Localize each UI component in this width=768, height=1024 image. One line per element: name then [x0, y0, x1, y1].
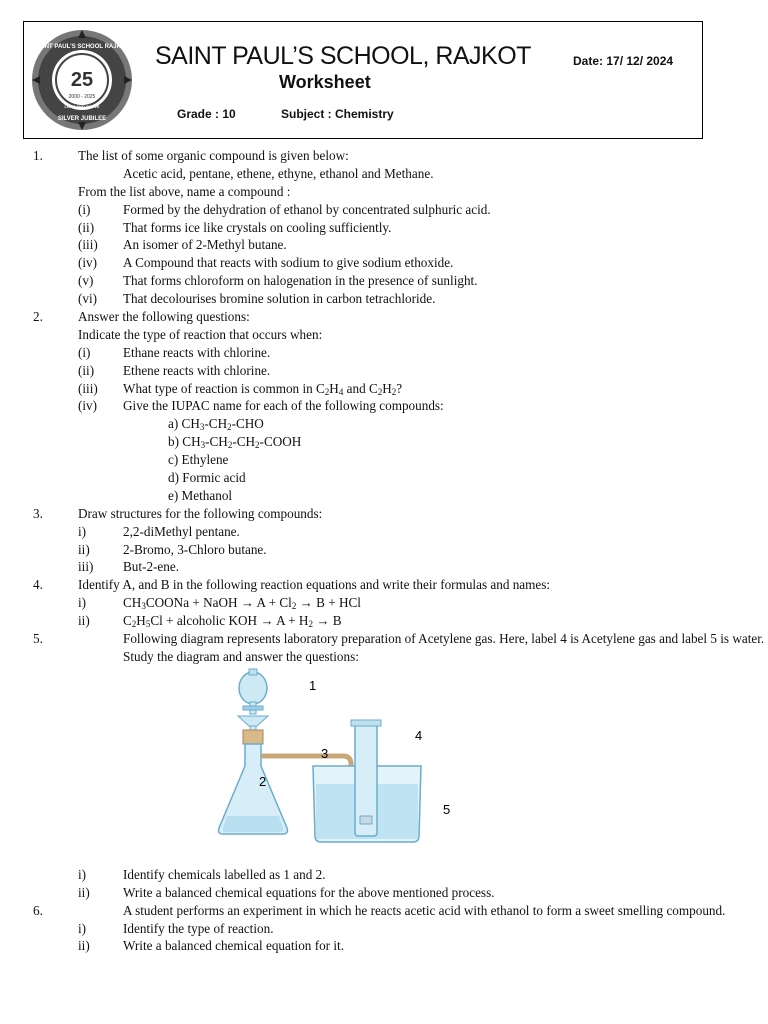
subscript: 2: [227, 422, 232, 433]
text-part: H: [382, 380, 392, 396]
diagram-label-1: 1: [309, 677, 317, 693]
compound-name: c) Ethylene: [168, 452, 229, 468]
cork-stopper: [243, 730, 263, 744]
question-prompt: [33, 183, 733, 201]
school-name: SAINT PAUL’S SCHOOL, RAJKOT: [155, 42, 531, 70]
sub-question: [33, 541, 733, 559]
sub-label: (ii): [78, 362, 95, 378]
compound-item: [33, 487, 733, 505]
question-text: Draw structures for the following compounds:: [78, 505, 323, 521]
sub-label: ii): [78, 613, 90, 629]
sub-question: [33, 201, 733, 219]
subscript: 2: [377, 386, 383, 397]
subject-label: Subject : Chemistry: [281, 107, 394, 121]
sub-question: [33, 254, 733, 272]
acetylene-apparatus-diagram: [33, 666, 733, 866]
equation-item: [33, 612, 733, 630]
sub-label: ii): [78, 541, 90, 557]
compound-item: [33, 433, 733, 451]
sub-label: (v): [78, 273, 94, 289]
question-text: Following diagram represents laboratory preparation of Acetylene gas. Here, label 4 is Acetylene gas and label 5 is water. Study the diagram and answer the questions:: [123, 631, 765, 664]
sub-question: [33, 272, 733, 290]
subscript: 2: [131, 619, 137, 630]
question-text: Answer the following questions:: [78, 309, 250, 325]
sub-question: [33, 219, 733, 237]
text-part: -COOH: [259, 434, 302, 450]
sub-label: ii): [78, 884, 90, 900]
question-number: 5.: [33, 631, 43, 647]
sub-text: 2,2-diMethyl pentane.: [123, 523, 240, 539]
text-part: -CH: [204, 416, 228, 432]
subscript: 2: [391, 386, 397, 397]
sub-question: [33, 380, 733, 398]
sub-question: [33, 523, 733, 541]
sub-text: Give the IUPAC name for each of the following compounds:: [123, 398, 444, 414]
sub-label: (i): [78, 201, 91, 217]
text-part: → B: [312, 613, 342, 629]
sub-text: Ethane reacts with chlorine.: [123, 344, 271, 360]
funnel-stopper: [249, 669, 257, 675]
prompt-text: Indicate the type of reaction that occurs when:: [78, 326, 323, 342]
equation-text: [123, 594, 361, 612]
text-part: Cl + alcoholic KOH → A + H: [150, 613, 309, 629]
sub-label: (vi): [78, 291, 98, 307]
sub-text: Identify chemicals labelled as 1 and 2.: [123, 866, 326, 882]
worksheet-title: Worksheet: [279, 72, 371, 92]
sub-question: [33, 558, 733, 576]
sub-text: 2-Bromo, 3-Chloro butane.: [123, 541, 267, 557]
text-part: -CHO: [231, 416, 264, 432]
sub-question: [33, 236, 733, 254]
prompt-text: From the list above, name a compound :: [78, 183, 291, 199]
question-prompt: [33, 326, 733, 344]
sub-text: Formed by the dehydration of ethanol by concentrated sulphuric acid.: [123, 201, 491, 217]
text-part: COONa + NaOH → A + Cl: [145, 595, 292, 611]
school-logo: [30, 28, 134, 132]
text-part: -CH: [205, 434, 228, 450]
compound-name: d) Formic acid: [168, 470, 246, 486]
sub-label: iii): [78, 559, 94, 575]
sub-text: Write a balanced chemical equation for it.: [123, 938, 344, 954]
sub-question: [33, 344, 733, 362]
compound-list: [33, 165, 733, 183]
date-label: Date: 17/ 12/ 2024: [573, 54, 674, 68]
compound-formula: [168, 415, 264, 433]
logo-band-text: LOVE AND SERVE: [64, 104, 100, 109]
text-part: ?: [396, 380, 403, 396]
sub-text: [123, 380, 402, 398]
sub-question: [33, 937, 733, 955]
logo-years: 2000 - 2025: [68, 94, 96, 100]
subscript: 3: [141, 601, 146, 612]
sub-text: That forms chloroform on halogenation in the presence of sunlight.: [123, 273, 478, 289]
compound-item: [33, 451, 733, 469]
question-text: The list of some organic compound is given below:: [78, 148, 349, 163]
subscript: 3: [200, 440, 206, 451]
text-part: and C: [343, 380, 378, 396]
sub-label: i): [78, 920, 87, 936]
apparatus-svg: [213, 666, 453, 866]
subscript: 3: [199, 422, 205, 433]
logo-bottom-text: SILVER JUBILEE: [57, 116, 107, 122]
diagram-label-3: 3: [321, 745, 329, 761]
worksheet-header: [23, 21, 703, 139]
sub-label: (iii): [78, 380, 98, 396]
funnel-cone: [238, 716, 268, 726]
sub-text: That forms ice like crystals on cooling sufficiently.: [123, 219, 392, 235]
funnel-tap: [243, 706, 263, 710]
sub-label: (iii): [78, 237, 98, 253]
text-part: CH: [123, 595, 142, 611]
subscript: 2: [291, 601, 297, 612]
diagram-label-4: 4: [415, 727, 423, 743]
text-part: → B + HCl: [296, 595, 361, 611]
text-part: H: [329, 380, 339, 396]
subscript: 2: [308, 619, 313, 630]
logo-number: 25: [70, 69, 94, 91]
text-part: a) CH: [168, 416, 200, 432]
question-4: [33, 576, 733, 594]
compound-name: e) Methanol: [168, 487, 233, 503]
funnel-bulb: [239, 672, 267, 704]
sub-text: Write a balanced chemical equations for the above mentioned process.: [123, 884, 495, 900]
sub-text: Identify the type of reaction.: [123, 920, 274, 936]
gas-jar-rim: [351, 720, 381, 726]
question-number: 6.: [33, 902, 43, 918]
sub-label: (ii): [78, 219, 95, 235]
sub-text: That decolourises bromine solution in carbon tetrachloride.: [123, 291, 436, 307]
diagram-label-2: 2: [259, 773, 267, 789]
sub-label: i): [78, 866, 87, 882]
sub-label: (i): [78, 344, 91, 360]
sub-question: [33, 884, 733, 902]
subscript: 2: [227, 440, 233, 451]
question-text: A student performs an experiment in which he reacts acetic acid with ethanol to form a sweet smelling compound.: [123, 902, 726, 918]
sub-text: An isomer of 2-Methyl butane.: [123, 237, 287, 253]
question-3: [33, 505, 733, 523]
sub-text: A Compound that reacts with sodium to give sodium ethoxide.: [123, 255, 454, 271]
equation-text: [123, 612, 342, 630]
equation-item: [33, 594, 733, 612]
compound-list-text: Acetic acid, pentane, ethene, ethyne, ethanol and Methane.: [123, 165, 434, 181]
question-text: Identify A, and B in the following reaction equations and write their formulas and names:: [78, 577, 551, 593]
subscript: 2: [255, 440, 260, 451]
sub-label: ii): [78, 938, 90, 954]
subscript: 4: [338, 386, 344, 397]
sub-text: Ethene reacts with chlorine.: [123, 362, 271, 378]
sub-question: [33, 920, 733, 938]
text-part: H: [136, 613, 146, 629]
logo-top-text: SAINT PAUL'S SCHOOL RAJKOT: [34, 44, 130, 50]
question-number: 2.: [33, 309, 43, 325]
sub-text: But-2-ene.: [123, 559, 180, 575]
sub-question: [33, 866, 733, 884]
diagram-label-5: 5: [443, 801, 451, 817]
sub-label: (iv): [78, 398, 98, 414]
text-part: What type of reaction is common in C: [123, 380, 325, 396]
question-6: [33, 902, 733, 920]
worksheet-body: [33, 147, 765, 955]
subscript: 2: [324, 386, 330, 397]
compound-item: [33, 469, 733, 487]
grade-label: Grade : 10: [177, 107, 236, 121]
sub-question: [33, 362, 733, 380]
text-part: C: [123, 613, 132, 629]
question-number: 3.: [33, 505, 43, 521]
question-number: 1.: [33, 148, 43, 163]
sub-question: [33, 397, 733, 415]
question-5: [33, 630, 765, 666]
sub-label: i): [78, 595, 87, 611]
beehive-shelf: [360, 816, 372, 824]
question-number: 4.: [33, 577, 43, 593]
question-2: [33, 308, 733, 326]
text-part: -CH: [232, 434, 256, 450]
text-part: b) CH: [168, 434, 201, 450]
flask-contents: [223, 816, 283, 832]
compound-item: [33, 415, 733, 433]
question-1: [33, 147, 733, 165]
sub-question: [33, 290, 733, 308]
sub-label: i): [78, 523, 87, 539]
compound-formula: [168, 433, 301, 451]
sub-label: (iv): [78, 255, 98, 271]
subscript: 5: [145, 619, 151, 630]
